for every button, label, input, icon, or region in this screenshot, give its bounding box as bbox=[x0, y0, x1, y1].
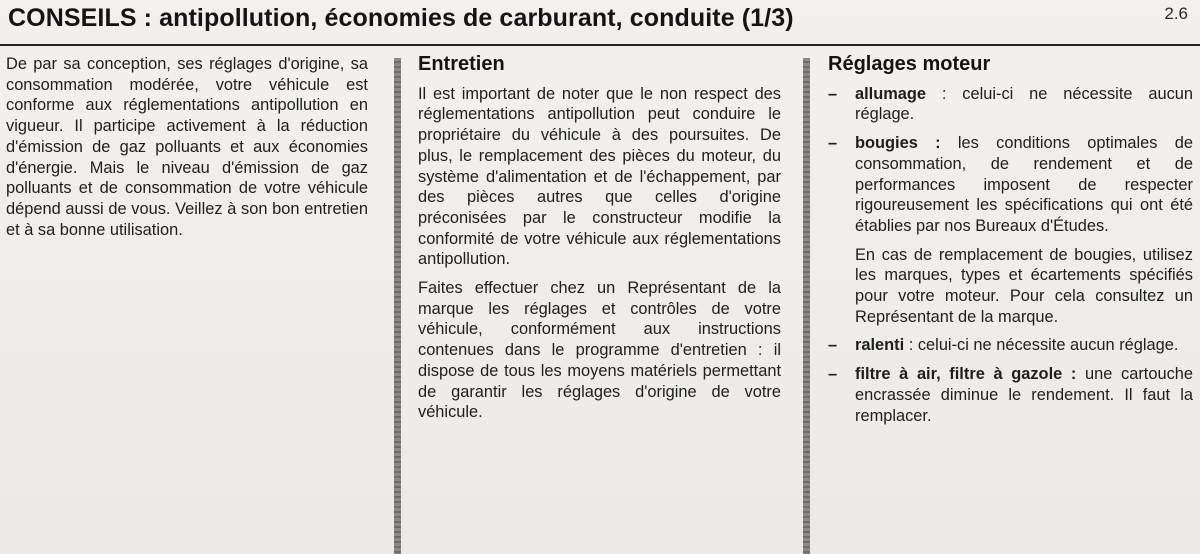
engine-settings-list bbox=[828, 335, 1193, 426]
list-item bbox=[828, 133, 1193, 237]
spark-plug-note: En cas de remplacement de bougies, utilisez les marques, types et écartements spécifiés pour votre moteur. Pour cela consultez un Représentant de la marque. bbox=[855, 245, 1193, 326]
section-heading-maintenance: Entretien bbox=[418, 53, 505, 75]
maintenance-paragraph: Il est important de noter que le non respect des réglementations antipollution peut conduire le propriétaire du véhicule à des poursuites. De plus, le remplacement des pièces du moteur, du système d'alimentation et de l'échappement, par des pièces autres que celles d'origine préconisées par le constructeur modifie la conformité de votre véhicule aux réglementations antipollution. bbox=[418, 84, 781, 269]
section-heading-engine-settings: Réglages moteur bbox=[828, 53, 991, 75]
item-text: les conditions optimales de consommation, de rendement et de performances imposent de respecter rigoureusement les spécifications qui ont été établies par nos Bureaux d'Études. bbox=[855, 134, 1193, 235]
item-term: allumage bbox=[855, 84, 927, 103]
item-text: : celui-ci ne nécessite aucun réglage. bbox=[855, 84, 1193, 124]
list-dash: – bbox=[828, 84, 838, 103]
list-item bbox=[828, 364, 1193, 426]
list-dash: – bbox=[828, 134, 838, 153]
item-term: ralenti bbox=[855, 336, 905, 355]
list-item bbox=[828, 335, 1193, 356]
column-separator bbox=[803, 58, 810, 554]
header-rule bbox=[0, 44, 1200, 46]
page-number: 2.6 bbox=[1164, 4, 1188, 23]
intro-column bbox=[6, 54, 368, 248]
intro-paragraph: De par sa conception, ses réglages d'origine, sa consommation modérée, votre véhicule est conforme aux réglementations antipollution en vigueur. Il participe activement à la réduction d'émission de gaz polluants et aux économies d'énergie. Mais le niveau d'émission de gaz polluants et de consommation de votre véhicule dépend aussi de vous. Veillez à son bon entretien et à sa bonne utilisation. bbox=[6, 55, 368, 239]
maintenance-column bbox=[418, 54, 781, 431]
engine-settings-column bbox=[828, 54, 1193, 434]
list-item bbox=[828, 84, 1193, 125]
list-dash: – bbox=[828, 336, 838, 355]
page-header bbox=[0, 0, 1200, 44]
column-separator bbox=[394, 58, 401, 554]
item-text: : celui-ci ne nécessite aucun réglage. bbox=[904, 336, 1179, 355]
page-title: CONSEILS : antipollution, économies de carburant, conduite (1/3) bbox=[8, 4, 794, 32]
item-term: filtre à air, filtre à gazole : bbox=[855, 365, 1077, 384]
list-dash: – bbox=[828, 365, 838, 384]
item-text: une cartouche encrassée diminue le rendement. Il faut la remplacer. bbox=[855, 365, 1193, 425]
item-term: bougies : bbox=[855, 134, 941, 153]
engine-settings-list bbox=[828, 84, 1193, 237]
maintenance-paragraph: Faites effectuer chez un Représentant de la marque les réglages et contrôles de votre véhicule, conformément aux instructions contenues dans le programme d'entretien : il dispose de tous les moyens matériels permettant de garantir les réglages d'origine de votre véhicule. bbox=[418, 279, 781, 422]
